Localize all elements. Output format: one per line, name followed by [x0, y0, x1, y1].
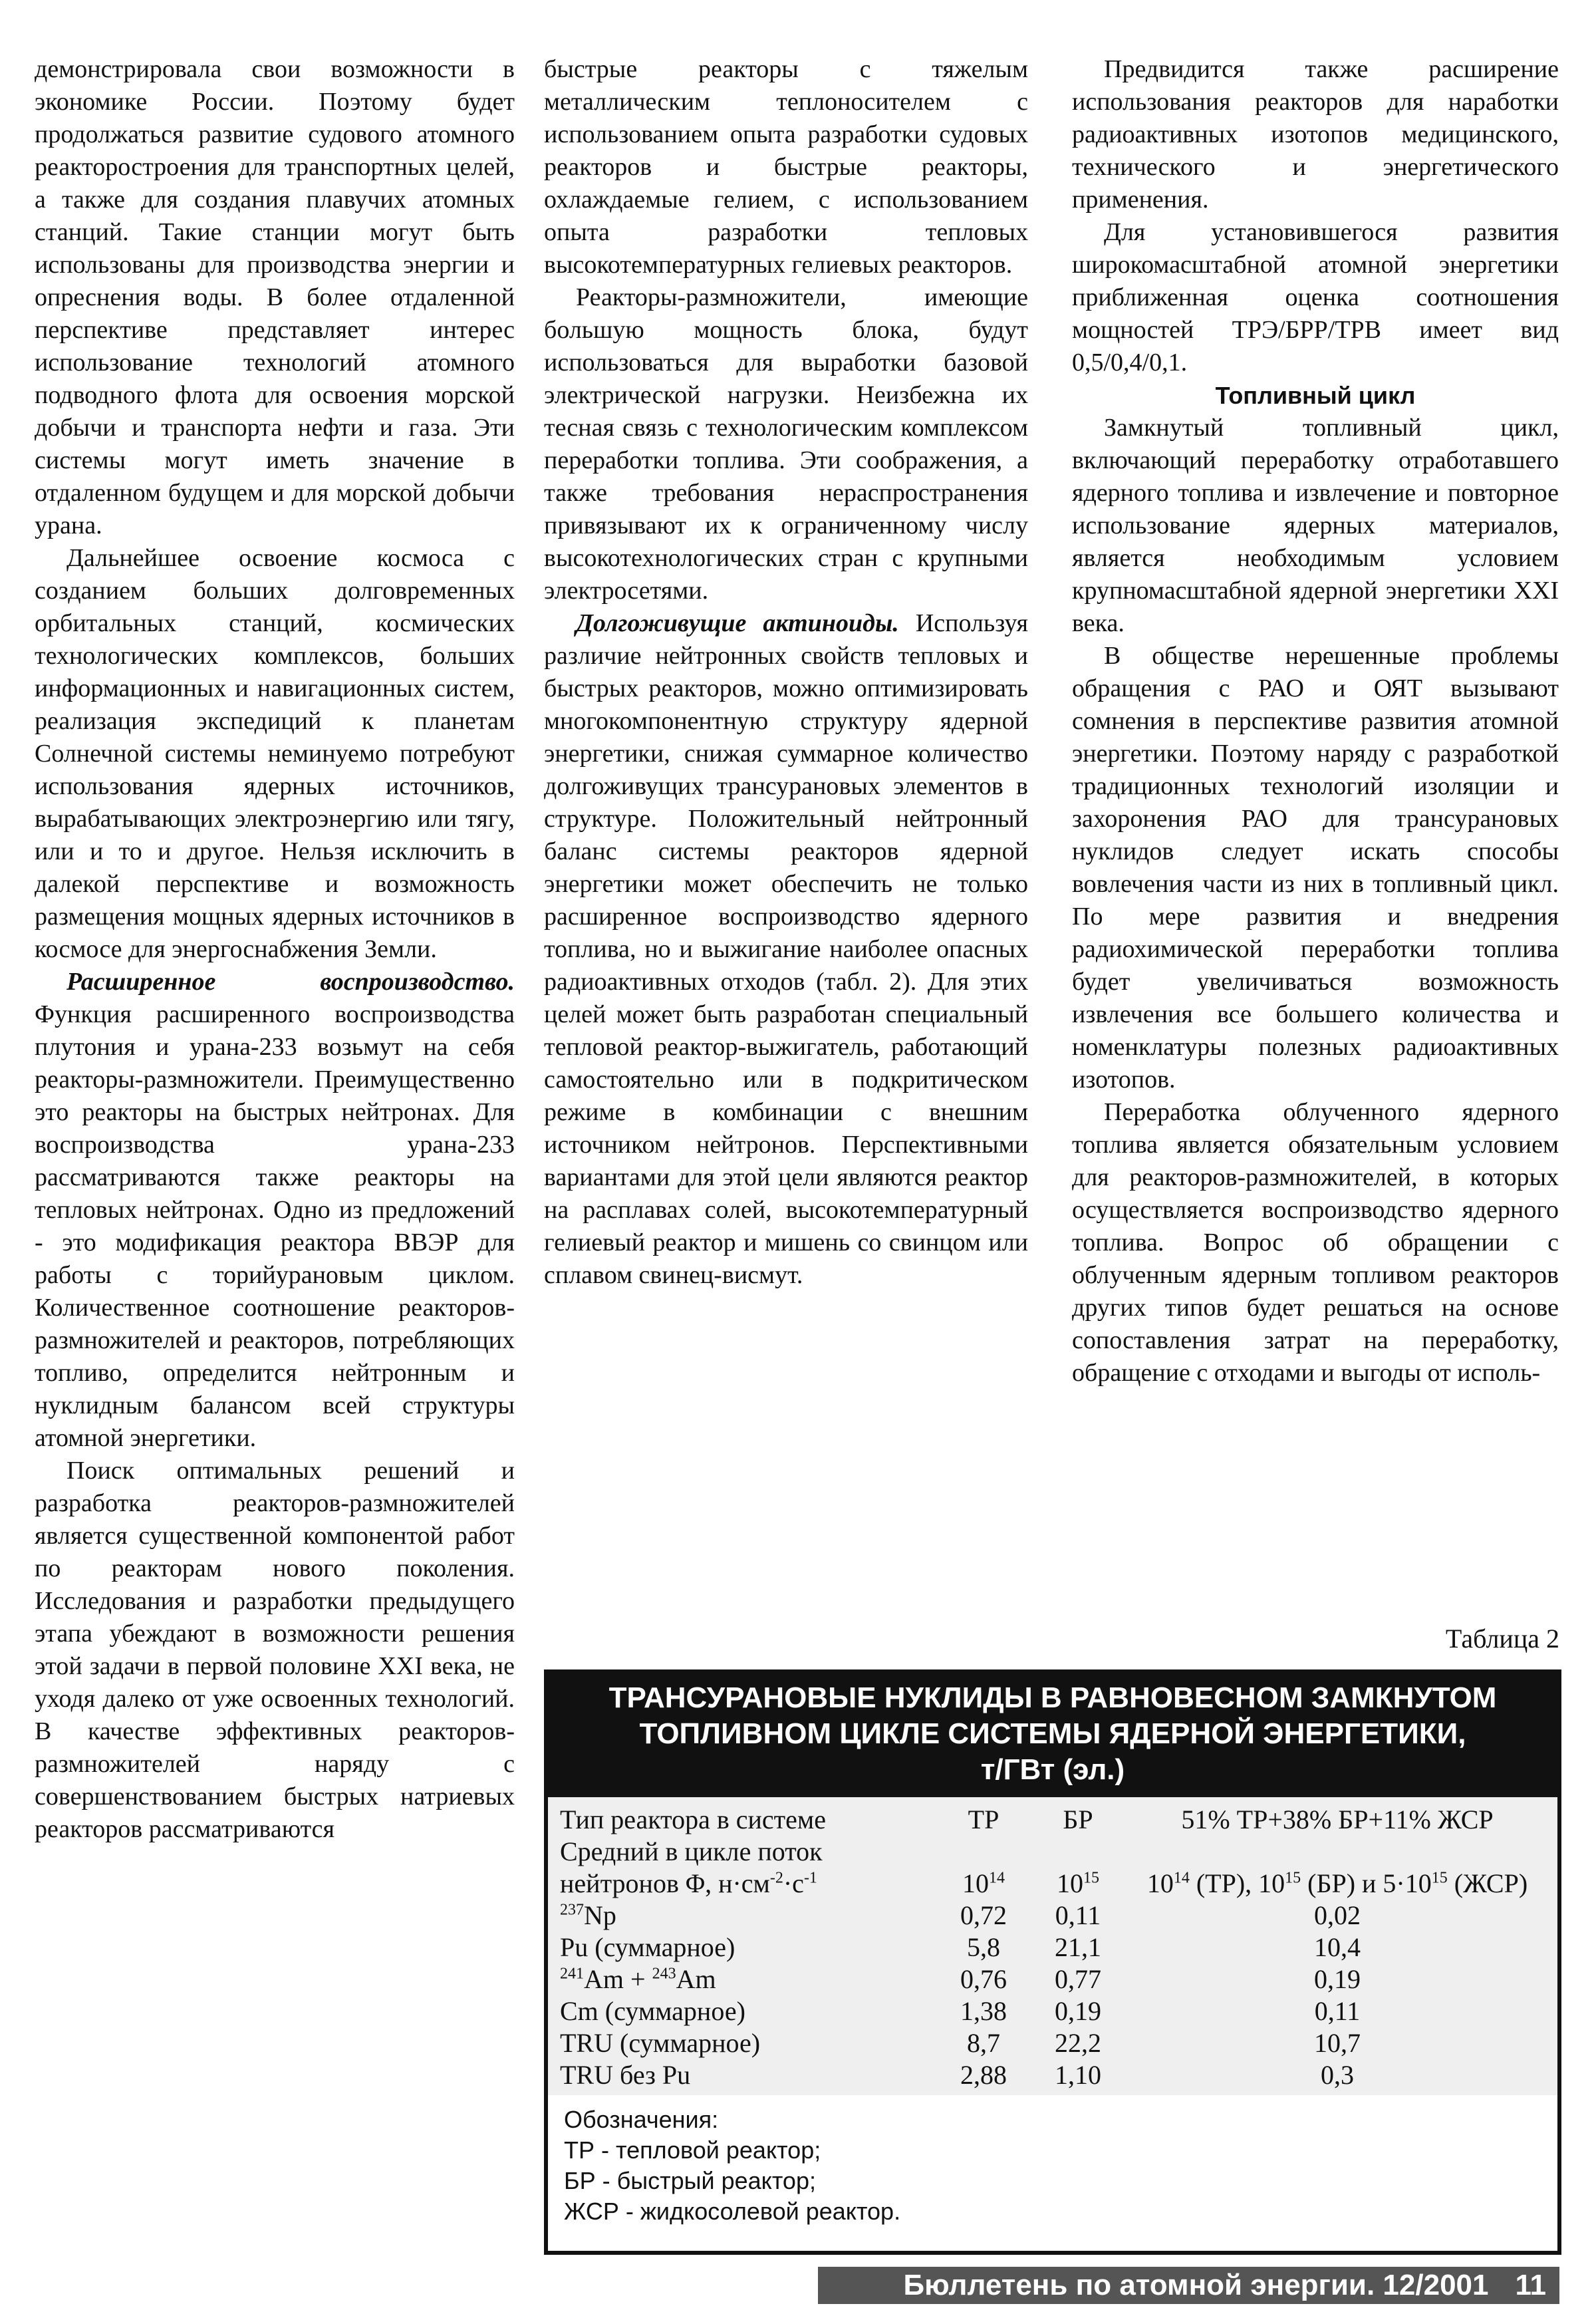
header-cell: ТР — [968, 1805, 999, 1834]
table-row — [556, 1932, 1549, 1963]
table-cell: 0,11 — [1314, 1996, 1361, 2026]
table-cell: $10^{14}$ — [962, 1868, 1005, 1898]
paragraph: Для установившегося развития широкомасштабной атомной энергетики приближенная оценка соотношения мощностей ТРЭ/БРР/ТРВ имеет вид 0,5/0,4/0,1. — [1072, 218, 1559, 376]
flux-label-line2: нейтронов Φ, $н\cdot см^{-2}\cdot с^{-1}$ — [560, 1868, 817, 1898]
paragraph: Поиск оптимальных решений и разработка реакторов-размножителей является существенной компонентой работ по реакторам нового поколения. Исследования и разработки предыдущего этапа убеждают в возможности решения этой задачи в первой половине XXI века, не уходя далеко от уже освоенных технологий. В качестве эффективных реакторов-размножителей наряду с совершенствованием быстрых натриевых реакторов рассматриваются — [35, 1457, 515, 1843]
table-row — [556, 1836, 1549, 1868]
paragraph: Переработка облученного ядерного топлива является обязательным условием для реакторов-размножителей, в которых осуществляется воспроизводство ядерного топлива. Вопрос об обращении с облученным ядерным топливом реакторов других типов будет решаться на основе сопоставления затрат на переработку, обращение с отходами и выгоды от исполь- — [1072, 1098, 1559, 1387]
page-number: 11 — [1515, 2269, 1546, 2301]
table-caption: Таблица 2 — [1445, 1624, 1559, 1654]
note-line: ТР - тепловой реактор; — [564, 2136, 821, 2164]
table-row — [556, 1868, 1549, 1900]
table-title-line: ТОПЛИВНОМ ЦИКЛЕ СИСТЕМЫ ЯДЕРНОЙ ЭНЕРГЕТИКИ, — [639, 1717, 1466, 1750]
flux-label-line1: Средний в цикле поток — [560, 1836, 823, 1866]
header-cell: Тип реактора в системе — [560, 1805, 826, 1834]
note-line: ЖСР - жидкосолевой реактор. — [564, 2198, 901, 2225]
table-cell: 2,88 — [960, 2060, 1007, 2090]
note-line: БР - быстрый реактор; — [564, 2167, 816, 2194]
journal-title: Бюллетень по атомной энергии. 12/2001 — [903, 2269, 1489, 2301]
paragraph: демонстрировала свои возможности в экономике России. Поэтому будет продолжаться развитие судового атомного реакторостроения для транспортных целей, а также для создания плавучих атомных станций. Такие станции могут быть использованы для производства энергии и опреснения воды. В более отдаленной перспективе представляет интерес использование технологий атомного подводного флота для освоения морской добычи и транспорта нефти и газа. Эти системы могут иметь значение в отдаленном будущем и для морской добычи урана. — [35, 55, 515, 539]
nuclide-table — [556, 1804, 1549, 2091]
table-cell: Pu (суммарное) — [560, 1932, 735, 1962]
table-title — [548, 1673, 1557, 1797]
page-footer — [818, 2267, 1559, 2304]
table-title-line: т/ГВт (эл.) — [980, 1753, 1125, 1786]
table-cell: TRU (суммарное) — [560, 2028, 761, 2058]
table-cell: 0,76 — [960, 1964, 1007, 1994]
table-cell: 22,2 — [1055, 2028, 1101, 2058]
table-cell: 8,7 — [967, 2028, 1000, 2058]
table-row — [556, 1963, 1549, 1995]
table-cell: 0,02 — [1314, 1900, 1361, 1930]
table-title-line: ТРАНСУРАНОВЫЕ НУКЛИДЫ В РАВНОВЕСНОМ ЗАМКНУТОМ — [608, 1681, 1497, 1714]
text-column-3 — [1072, 53, 1559, 1389]
text-column-1 — [35, 53, 515, 1846]
paragraph — [35, 966, 515, 1455]
notes-title: Обозначения: — [564, 2106, 719, 2133]
table-cell: Cm (суммарное) — [560, 1996, 745, 2026]
table-row — [556, 2059, 1549, 2091]
table-cell: TRU без Pu — [560, 2060, 691, 2090]
table-cell: $^{241}$Am + $^{243}$Am — [560, 1964, 716, 1994]
table-2 — [544, 1669, 1561, 2255]
paragraph: Реакторы-размножители, имеющие большую мощность блока, будут использоваться для выработки базовой электрической нагрузки. Неизбежна их тесная связь с технологическим комплексом переработки топлива. Эти соображения, а также требования нераспространения привязывают их к ограниченному числу высокотехнологических стран с крупными электросетями. — [544, 283, 1028, 605]
table-cell: $10^{15}$ — [1057, 1868, 1099, 1898]
section-heading: Топливный цикл — [1215, 382, 1416, 409]
text-column-2 — [544, 53, 1028, 1292]
table-row — [556, 1900, 1549, 1932]
table-cell: 0,19 — [1055, 1996, 1101, 2026]
table-notes — [548, 2095, 1557, 2236]
paragraph: Дальнейшее освоение космоса с созданием больших долговременных орбитальных станций, космических технологических комплексов, больших информационных и навигационных систем, реализация экспедиций к планетам Солнечной системы неминуемо потребуют использования ядерных источников, вырабатывающих электроэнергию или тягу, или и то и другое. Нельзя исключить в далекой перспективе и возможность размещения мощных ядерных источников в космосе для энергоснабжения Земли. — [35, 544, 515, 963]
paragraph: Предвидится также расширение использования реакторов для наработки радиоактивных изотопов медицинского, технического и энергетического применения. — [1072, 55, 1559, 214]
table-cell: 21,1 — [1055, 1932, 1101, 1962]
table-row — [556, 2027, 1549, 2059]
table-header-row — [556, 1804, 1549, 1836]
paragraph: Замкнутый топливный цикл, включающий переработку отработавшего ядерного топлива и извлечение и повторное использование ядерных материалов, является необходимым условием крупномасштабной ядерной энергетики XXI века. — [1072, 414, 1559, 637]
paragraph-text: Используя различие нейтронных свойств тепловых и быстрых реакторов, можно оптимизировать многокомпонентную структуру ядерной энергетики, снижая суммарное количество долгоживущих трансурановых элементов в структуре. Положительный нейтронный баланс системы реакторов ядерной энергетики может обеспечить не только расширенное воспроизводство ядерного топлива, но и выжигание наиболее опасных радиоактивных отходов (табл. 2). Для этих целей может быть разработан специальный тепловой реактор-выжигатель, работающий самостоятельно или в подкритическом режиме в комбинации с внешним источником нейтронов. Перспективными вариантами для этой цели являются реактор на расплавах солей, высокотемпературный гелиевый реактор и мишень со свинцом или сплавом свинец-висмут. — [544, 609, 1028, 1289]
table-cell: 10,7 — [1314, 2028, 1361, 2058]
header-cell: БР — [1063, 1805, 1093, 1834]
paragraph: В обществе нерешенные проблемы обращения с РАО и ОЯТ вызывают сомнения в перспективе развития атомной энергетики. Поэтому наряду с разработкой традиционных технологий изоляции и захоронения РАО для трансурановых нуклидов следует искать способы вовлечения части из них в топливный цикл. По мере развития и внедрения радиохимической переработки топлива будет увеличиваться возможность извлечения все большего количества и номенклатуры полезных радиоактивных изотопов. — [1072, 642, 1559, 1093]
paragraph-text: Функция расширенного воспроизводства плутония и урана-233 возьмут на себя реакторы-размножители. Преимущественно это реакторы на быстрых нейтронах. Для воспроизводства урана-233 рассматриваются также реакторы на тепловых нейтронах. Одно из предложений - это модификация реактора ВВЭР для работы с торийурановым циклом. Количественное соотношение реакторов-размножителей и реакторов, потребляющих топливо, определится нейтронным и нуклидным балансом всей структуры атомной энергетики. — [35, 1000, 515, 1452]
header-cell: 51% ТР+38% БР+11% ЖСР — [1181, 1805, 1494, 1834]
table-cell: $^{237}$Np — [560, 1900, 616, 1930]
paragraph: быстрые реакторы с тяжелым металлическим теплоносителем с использованием опыта разработки судовых реакторов и быстрые реакторы, охлаждаемые гелием, с использованием опыта разработки тепловых высокотемпературных гелиевых реакторов. — [544, 55, 1028, 279]
table-cell: 1,38 — [960, 1996, 1007, 2026]
table-row — [556, 1995, 1549, 2027]
table-cell: 5,8 — [967, 1932, 1000, 1962]
table-body — [548, 1797, 1557, 2095]
table-cell: 0,72 — [960, 1900, 1007, 1930]
run-in-heading: Расширенное воспроизводство. — [66, 968, 515, 996]
table-cell: 0,19 — [1314, 1964, 1361, 1994]
run-in-heading: Долгоживущие актиноиды. — [576, 609, 899, 637]
paragraph — [544, 607, 1028, 1292]
table-cell: 10,4 — [1314, 1932, 1361, 1962]
table-cell: 0,3 — [1321, 2060, 1354, 2090]
table-cell: 0,11 — [1055, 1900, 1101, 1930]
table-cell: 1,10 — [1055, 2060, 1101, 2090]
table-cell: $10^{14}$ (ТР), $10^{15}$ (БР) и $5\cdot 10^{15}$ (ЖСР) — [1146, 1868, 1528, 1898]
table-cell: 0,77 — [1055, 1964, 1101, 1994]
